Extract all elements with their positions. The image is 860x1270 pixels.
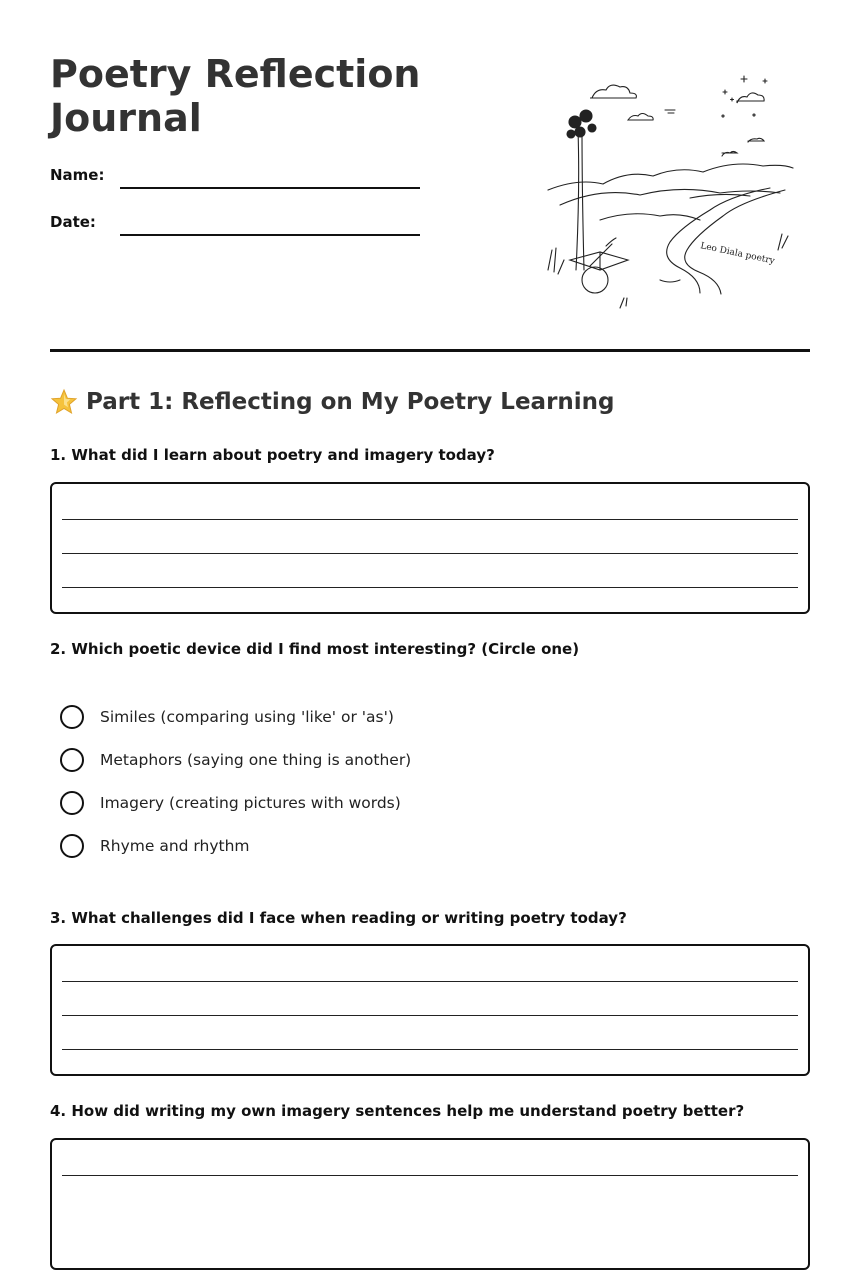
answer-line [62, 1015, 798, 1016]
answer-line [62, 587, 798, 588]
answer-line [62, 553, 798, 554]
answer-line [62, 519, 798, 520]
question-3: 3. What challenges did I face when reading or writing poetry today? [50, 909, 627, 927]
name-field[interactable] [120, 187, 420, 189]
part1-heading-text: Part 1: Reflecting on My Poetry Learning [86, 389, 615, 415]
page-title: Poetry Reflection Journal [50, 52, 421, 140]
question-2: 2. Which poetic device did I find most interesting? (Circle one) [50, 640, 580, 658]
option-metaphors[interactable] [60, 748, 411, 772]
option-imagery[interactable] [60, 791, 401, 815]
name-label: Name: [50, 166, 105, 184]
circle-choice[interactable] [60, 791, 84, 815]
answer-line [62, 1049, 798, 1050]
circle-choice[interactable] [60, 705, 84, 729]
answer-box-1[interactable] [50, 482, 810, 614]
option-label: Rhyme and rhythm [100, 837, 250, 855]
answer-box-3[interactable] [50, 944, 810, 1076]
star-icon [50, 388, 78, 416]
circle-choice[interactable] [60, 834, 84, 858]
answer-line [62, 1175, 798, 1176]
option-label: Metaphors (saying one thing is another) [100, 751, 412, 769]
date-label: Date: [50, 213, 96, 231]
answer-line [62, 981, 798, 982]
option-rhyme[interactable] [60, 834, 250, 858]
landscape-illustration [540, 70, 800, 315]
option-similes[interactable] [60, 705, 394, 729]
svg-text:Leo Diala poetry: Leo Diala poetry [699, 241, 776, 267]
option-label: Similes (comparing using 'like' or 'as') [100, 708, 394, 726]
part1-heading [50, 388, 615, 416]
answer-box-4[interactable] [50, 1138, 810, 1270]
circle-choice[interactable] [60, 748, 84, 772]
question-1: 1. What did I learn about poetry and imagery today? [50, 446, 495, 464]
date-field[interactable] [120, 234, 420, 236]
section-divider [50, 349, 810, 352]
question-4: 4. How did writing my own imagery sentences help me understand poetry better? [50, 1102, 745, 1120]
option-label: Imagery (creating pictures with words) [100, 794, 401, 812]
